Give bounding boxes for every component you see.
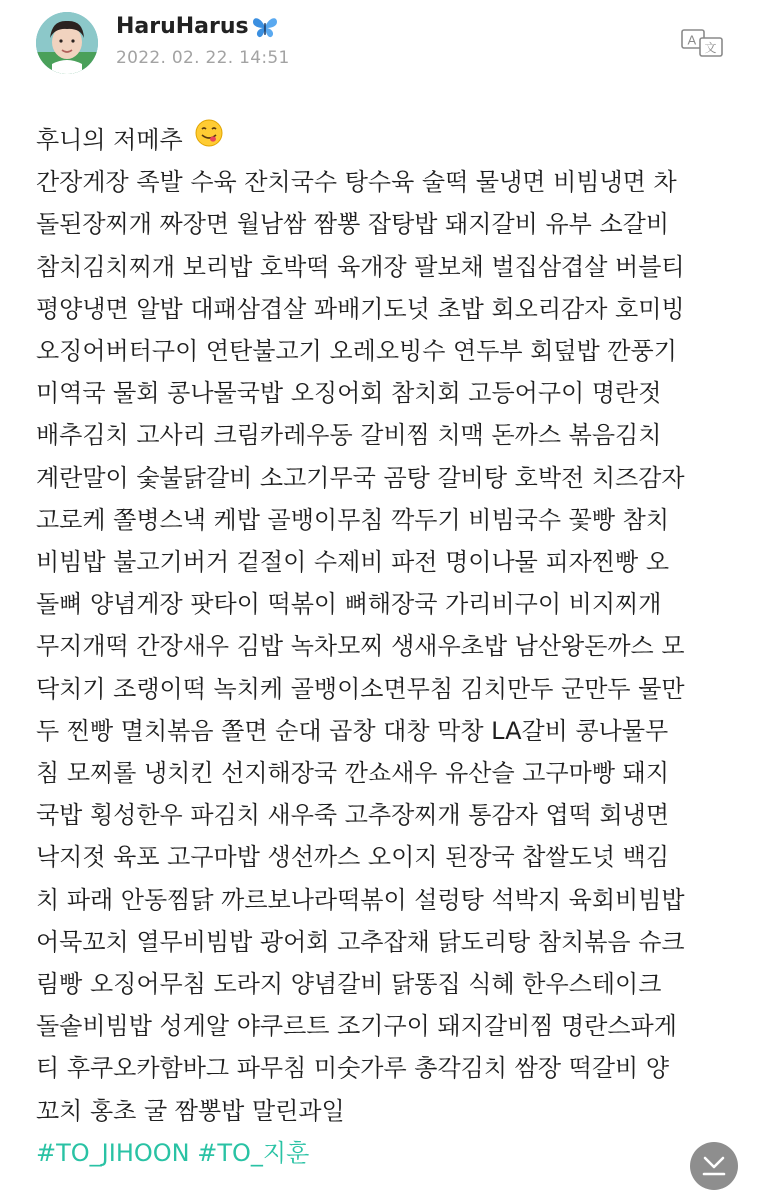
hashtag-to-jihoon-korean[interactable]: #TO_지훈 <box>197 1138 310 1167</box>
post-title-line <box>36 118 736 161</box>
post-header <box>36 12 736 76</box>
post-text-line: 미역국 물회 콩나물국밥 오징어회 참치회 고등어구이 명란젓 <box>36 379 662 408</box>
post-text-line: 간장게장 족발 수육 잔치국수 탕수육 술떡 물냉면 비빔냉면 차 <box>36 168 677 197</box>
post-text-line: 계란말이 숯불닭갈비 소고기무국 곰탕 갈비탕 호박전 치즈감자 <box>36 463 685 492</box>
post-text-line: 오징어버터구이 연탄불고기 오레오빙수 연두부 회덮밥 깐풍기 <box>36 337 677 366</box>
translate-icon <box>680 26 726 60</box>
post-text-line: 림빵 오징어무침 도라지 양념갈비 닭똥집 식혜 한우스테이크 <box>36 970 662 999</box>
yum-face-emoji-icon <box>194 118 224 148</box>
post-text-line: 치 파래 안동찜닭 까르보나라떡볶이 설렁탕 석박지 육회비빔밥 <box>36 885 685 914</box>
post-text-line: 돌된장찌개 짜장면 월남쌈 짬뽕 잡탕밥 돼지갈비 유부 소갈비 <box>36 210 670 239</box>
post-text-line: 어묵꼬치 열무비빔밥 광어회 고추잡채 닭도리탕 참치볶음 슈크 <box>36 927 685 956</box>
post-text-line: 배추김치 고사리 크림카레우동 갈비찜 치맥 돈까스 볶음김치 <box>36 421 662 450</box>
scroll-down-button[interactable] <box>690 1142 738 1190</box>
post-text-line: 평양냉면 알밥 대패삼겹살 꽈배기도넛 초밥 회오리감자 호미빙 <box>36 294 685 323</box>
post-text-line: 무지개떡 간장새우 김밥 녹차모찌 생새우초밥 남산왕돈까스 모 <box>36 632 685 661</box>
post-text-line: 국밥 횡성한우 파김치 새우죽 고추장찌개 통감자 엽떡 회냉면 <box>36 801 670 830</box>
post-text-line: 돌솥비빔밥 성게알 야쿠르트 조기구이 돼지갈비찜 명란스파게 <box>36 1012 677 1041</box>
post-text-line: 티 후쿠오카함바그 파무침 미숫가루 총각김치 쌈장 떡갈비 양 <box>36 1054 670 1083</box>
chevron-down-double-icon <box>690 1142 738 1190</box>
post-text-line: 비빔밥 불고기버거 겉절이 수제비 파전 명이나물 피자찐빵 오 <box>36 548 670 577</box>
hashtag-to-jihoon[interactable]: #TO_JIHOON <box>36 1138 190 1167</box>
author-name[interactable] <box>116 14 279 39</box>
post-text-line: 닥치기 조랭이떡 녹치케 골뱅이소면무침 김치만두 군만두 물만 <box>36 674 685 703</box>
post-text-line: 돌뼈 양념게장 팟타이 떡볶이 뼈해장국 가리비구이 비지찌개 <box>36 590 662 619</box>
avatar[interactable] <box>36 12 98 74</box>
butterfly-icon <box>251 15 279 39</box>
svg-text:文: 文 <box>704 41 717 55</box>
post-text-line: 참치김치찌개 보리밥 호박떡 육개장 팔보채 벌집삼겹살 버블티 <box>36 252 685 281</box>
hashtag-line <box>36 1132 736 1174</box>
author-name-text: HaruHarus <box>116 14 249 39</box>
post-date: 2022. 02. 22. 14:51 <box>116 48 290 68</box>
post-body <box>36 118 736 1174</box>
post-text-line: 두 찐빵 멸치볶음 쫄면 순대 곱창 대창 막창 LA갈비 콩나물무 <box>36 716 669 745</box>
translate-button[interactable] <box>680 26 726 60</box>
post-text-line: 침 모찌롤 냉치킨 선지해장국 깐쇼새우 유산슬 고구마빵 돼지 <box>36 759 670 788</box>
post-text-line: 낙지젓 육포 고구마밥 생선까스 오이지 된장국 찹쌀도넛 백김 <box>36 843 670 872</box>
svg-text:A: A <box>687 32 697 48</box>
post-text-line: 꼬치 홍초 굴 짬뽕밥 말린과일 <box>36 1096 345 1125</box>
post-title: 후니의 저메추 <box>36 126 183 154</box>
post-text-line: 고로케 쫄병스낵 케밥 골뱅이무침 깍두기 비빔국수 꽃빵 참치 <box>36 505 670 534</box>
